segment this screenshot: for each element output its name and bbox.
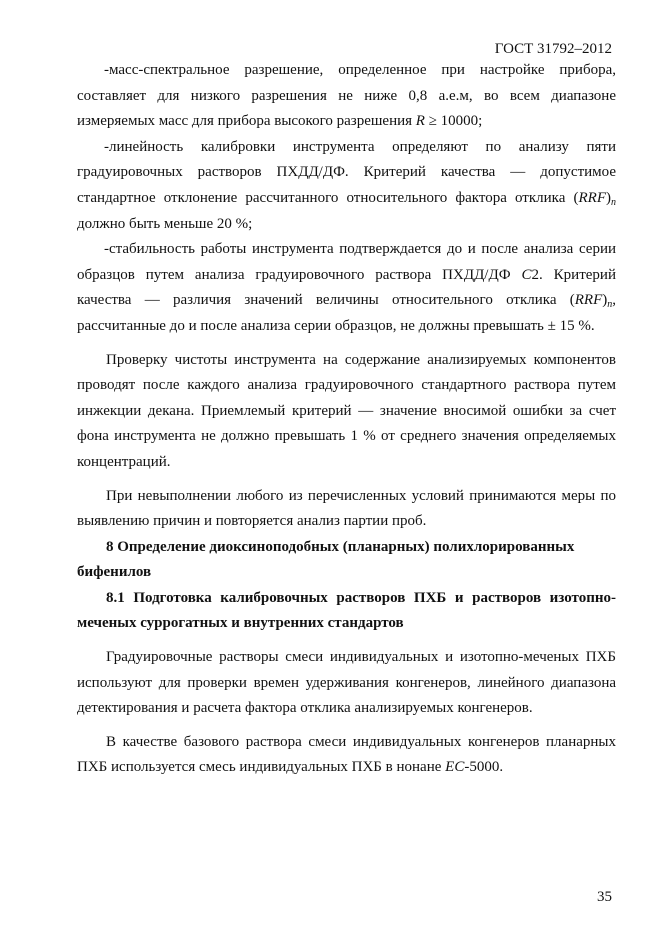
bullet-stability-tail: , рассчитанные до и после анализа серии образцов, не должны превышать ± 15 %. [77, 292, 616, 334]
rrf-symbol-2: RRF [574, 292, 603, 309]
base-solution-code: EC [445, 759, 465, 776]
bullet-mass-resolution [77, 58, 616, 135]
paragraph-base-solution-text: В качестве базового раствора смеси индивидуальных конгенеров планарных ПХБ используется смесь индивидуальных ПХБ в нонане [77, 733, 616, 776]
paragraph-calibration: Градуировочные растворы смеси индивидуальных и изотопно-меченых ПХБ используют для проверки времен удерживания конгенеров, линейного диапазона детектирования и расчета фактора отклика анализируемых конгенеров. [77, 649, 616, 717]
rrf-symbol: RRF [578, 189, 606, 206]
bullet-linearity-text: -линейность калибровки инструмента определяют по анализу пяти градуировочных растворов ПХДД/ДФ. Критерий качества — допустимое стандартное отклонение рассчитанного относительного фактора отклика ( [77, 138, 616, 206]
paragraph-base-solution [77, 730, 616, 781]
resolution-threshold: ≥ 10000; [424, 113, 483, 130]
resolution-symbol: R [415, 113, 425, 130]
section-heading: 8 Определение диоксиноподобных (планарных) полихлорированных бифенилов [77, 538, 575, 581]
standard-designation: ГОСТ 31792–2012 [494, 41, 612, 57]
page-body [77, 58, 616, 781]
bullet-stability: -стабильность работы инструмента подтверждается до и после анализа серии образцов путем анализа градуировочного раствора ПХДД/ДФ C2. Критерий качества — различия значений величины относительного отклика $(RRF)_n$, рассчитанные до и после анализа серии образцов, не должны превышать ± 15 %. [77, 241, 616, 334]
bullet-linearity-tail: должно быть меньше 20 %; [77, 215, 253, 232]
rrf-subscript-2: n [607, 299, 613, 311]
rrf-subscript: n [611, 196, 616, 208]
bullet-stability-text: -стабильность работы инструмента подтверждается до и после анализа серии образцов путем анализа градуировочного раствора ПХДД/ДФ [77, 241, 616, 283]
stability-solution-code: C [521, 266, 532, 283]
bullet-mass-resolution-text: -масс-спектральное разрешение, определенное при настройке прибора, составляет для низкого разрешения не ниже 0,8 а.е.м, во всем диапазоне измеряемых масс для прибора высокого разрешения [77, 62, 616, 130]
bullet-linearity: -линейность калибровки инструмента определяют по анализу пяти градуировочных растворов ПХДД/ДФ. Критерий качества — допустимое стандартное отклонение рассчитанного относительного фактора отклика $(RRF)_n$ должно быть меньше 20 %; [77, 138, 616, 232]
base-solution-code-tail: -5000. [464, 759, 504, 776]
paragraph-failure: При невыполнении любого из перечисленных условий принимаются меры по выявлению причин и повторяется анализ партии проб. [77, 487, 616, 530]
subsection-heading: 8.1 Подготовка калибровочных растворов ПХБ и растворов изотопно-меченых суррогатных и внутренних стандартов [77, 589, 616, 632]
bullet-stability-mid: 2. Критерий качества — различия значений величины относительного отклика ( [77, 266, 616, 309]
paragraph-purity: Проверку чистоты инструмента на содержание анализируемых компонентов проводят после каждого анализа градуировочного стандартного раствора путем инжекции декана. Приемлемый критерий — значение вносимой ошибки за счет фона инструмента не должно превышать 1 % от среднего значения определяемых концентраций. [77, 351, 616, 470]
page-number: 35 [597, 889, 612, 905]
